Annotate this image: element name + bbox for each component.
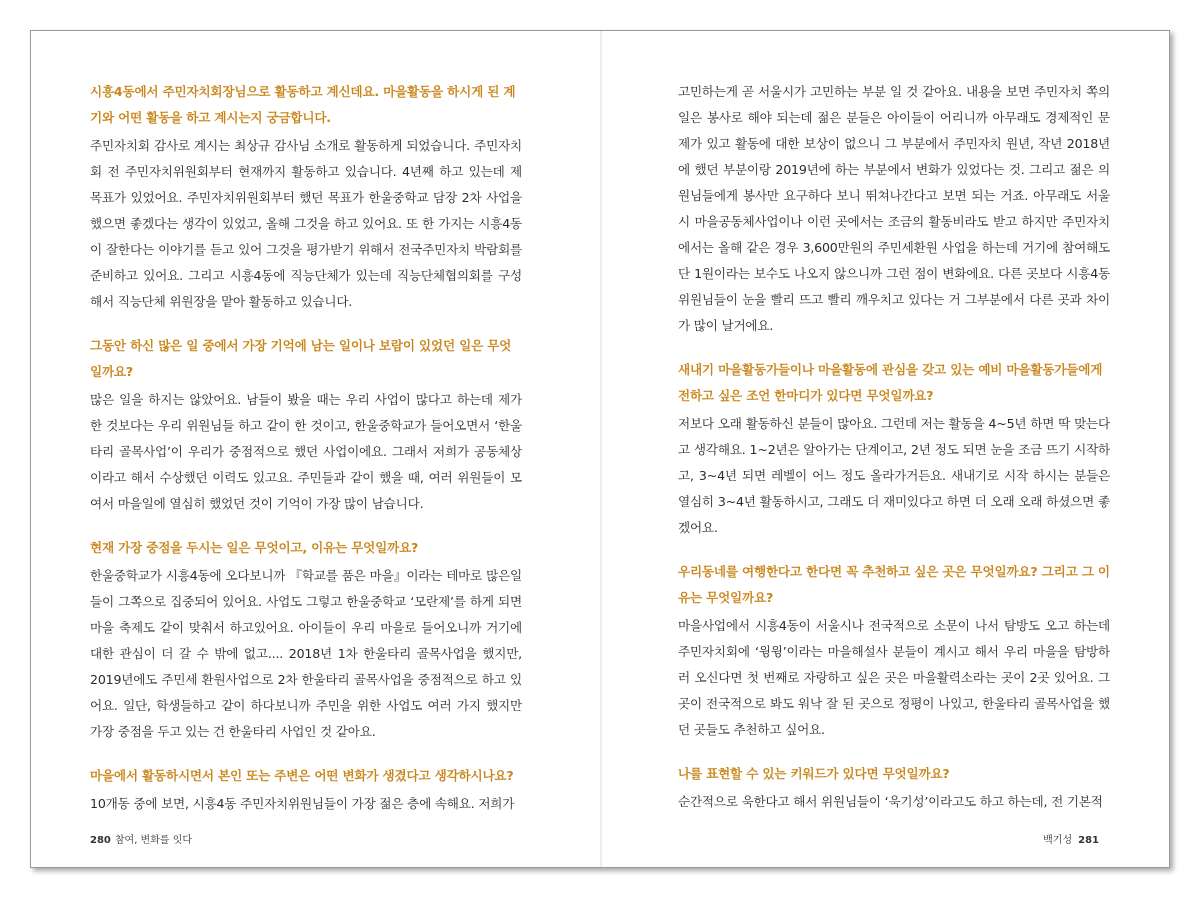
book-spread (30, 30, 1170, 868)
left-folio (90, 831, 192, 846)
answer-paragraph: 많은 일을 하지는 않았어요. 남들이 봤을 때는 우리 사업이 많다고 하는데 제가 한 것보다는 우리 위원님들 하고 같이 한 것이고, 한울중학교가 들어오면서 ‘한울타리 골목사업’이 우리가 중점적으로 했던 사업이에요. 그래서 저희가 공동체상이라고 해서 수상했던 이력도 있고요. 주민들과 같이 했을 때, 여러 위원들이 모여서 마을일에 열심히 했었던 것이 기억이 가장 많이 남습니다. (90, 392, 522, 511)
qa-block (678, 559, 1110, 743)
question-heading: 새내기 마을활동가들이나 마을활동에 관심을 갖고 있는 예비 마을활동가들에게 전하고 싶은 조언 한마디가 있다면 무엇일까요? (678, 362, 1103, 403)
page-gutter (600, 31, 602, 867)
qa-block (678, 761, 1110, 815)
running-title: 백기성 (1043, 835, 1073, 846)
answer-paragraph: 저보다 오래 활동하신 분들이 많아요. 그런데 저는 활동을 4~5년 하면 딱 맞는다고 생각해요. 1~2년은 알아가는 단계이고, 2년 정도 되면 눈을 조금 뜨기 시작하고, 3~4년 되면 레벨이 어느 정도 올라가거든요. 새내기로 시작 하시는 분들은 열심히 3~4년 활동하시고, 그래도 더 재미있다고 하면 더 오래 오래 하셨으면 좋겠어요. (678, 416, 1110, 535)
question-heading: 나를 표현할 수 있는 키워드가 있다면 무엇일까요? (678, 766, 950, 781)
answer-paragraph: 주민자치회 감사로 계시는 최상규 감사님 소개로 활동하게 되었습니다. 주민자치회 전 주민자치위원회부터 현재까지 활동하고 있습니다. 4년째 하고 있는데 제 목표가 있었어요. 주민자치위원회부터 했던 목표가 한울중학교 담장 2차 사업을 했으면 좋겠다는 생각이 있었고, 올해 그것을 하고 있어요. 또 한 가지는 시흥4동이 잘한다는 이야기를 듣고 있어 그것을 평가받기 위해서 전국주민자치 박람회를 준비하고 있어요. 그리고 시흥4동에 직능단체가 있는데 직능단체협의회를 구성해서 직능단체 위원장을 맡아 활동하고 있습니다. (90, 138, 522, 309)
right-page (678, 79, 1110, 815)
qa-block (678, 79, 1110, 339)
running-title: 참여, 변화를 잇다 (114, 835, 193, 846)
question-heading: 마을에서 활동하시면서 본인 또는 주변은 어떤 변화가 생겼다고 생각하시나요? (90, 768, 514, 783)
left-page (90, 79, 522, 817)
qa-block (90, 79, 522, 315)
question-heading: 우리동네를 여행한다고 한다면 꼭 추천하고 싶은 곳은 무엇일까요? 그리고 그 이유는 무엇일까요? (678, 564, 1110, 605)
answer-paragraph: 순간적으로 욱한다고 해서 위원님들이 ‘욱기성’이라고도 하고 하는데, 전 기본적 (678, 794, 1103, 809)
page-number: 281 (1078, 835, 1099, 846)
question-heading: 현재 가장 중점을 두시는 일은 무엇이고, 이유는 무엇일까요? (90, 540, 419, 555)
question-heading: 그동안 하신 많은 일 중에서 가장 기억에 남는 일이나 보람이 있었던 일은 무엇일까요? (90, 338, 512, 379)
qa-block (90, 535, 522, 745)
answer-paragraph: 10개동 중에 보면, 시흥4동 주민자치위원님들이 가장 젊은 층에 속해요. 저희가 (90, 796, 515, 811)
answer-paragraph: 한울중학교가 시흥4동에 오다보니까 『학교를 품은 마을』이라는 테마로 많은일들이 그쪽으로 집중되어 있어요. 사업도 그렇고 한울중학교 ‘모란제’를 하게 되면 마을 축제도 같이 맞춰서 하고있어요. 아이들이 우리 마을로 들어오니까 거기에 대한 관심이 더 갈 수 밖에 없고.... 2018년 1차 한울타리 골목사업을 했지만, 2019년에도 주민세 환원사업으로 2차 한울타리 골목사업을 중점적으로 하고 있어요. 일단, 학생들하고 같이 하다보니까 주민을 위한 사업도 여러 가지 했지만 가장 중점을 두고 있는 건 한울타리 사업인 것 같아요. (90, 568, 522, 739)
qa-block (678, 357, 1110, 541)
qa-block (90, 763, 522, 817)
answer-paragraph: 마을사업에서 시흥4동이 서울시나 전국적으로 소문이 나서 탐방도 오고 하는데 주민자치회에 ‘윙윙’이라는 마을해설사 분들이 계시고 해서 우리 마을을 탐방하러 오신다면 첫 번째로 자랑하고 싶은 곳은 마을활력소라는 곳이 2곳 있어요. 그 곳이 전국적으로 봐도 워낙 잘 된 곳으로 정평이 나있고, 한울타리 골목사업을 했던 곳들도 추천하고 싶어요. (678, 618, 1110, 737)
right-folio (1043, 831, 1099, 846)
answer-paragraph: 고민하는게 곧 서울시가 고민하는 부분 일 것 같아요. 내용을 보면 주민자치 쪽의 일은 봉사로 해야 되는데 젊은 분들은 아이들이 어리니까 아무래도 경제적인 문제가 있고 활동에 대한 보상이 없으니 그 부분에서 주민자치 원년, 작년 2018년에 했던 부분이랑 2019년에 하는 부분에서 변화가 있었다는 것. 그리고 젊은 의원님들에게 봉사만 요구하다 보니 뛰쳐나간다고 보면 되는 거죠. 아무래도 서울시 마을공동체사업이나 이런 곳에서는 조금의 활동비라도 받고 하지만 주민자치에서는 올해 같은 경우 3,600만원의 주민세환원 사업을 하는데 거기에 참여해도 단 1원이라는 보수도 나오지 않으니까 그런 점이 변화에요. 다른 곳보다 시흥4동 위원님들이 눈을 빨리 뜨고 빨리 깨우치고 있다는 거 그부분에서 다른 곳과 차이가 많이 날거에요. (678, 84, 1110, 333)
question-heading: 시흥4동에서 주민자치회장님으로 활동하고 계신데요. 마을활동을 하시게 된 계기와 어떤 활동을 하고 계시는지 궁금합니다. (90, 84, 516, 125)
page-number: 280 (90, 835, 111, 846)
qa-block (90, 333, 522, 517)
